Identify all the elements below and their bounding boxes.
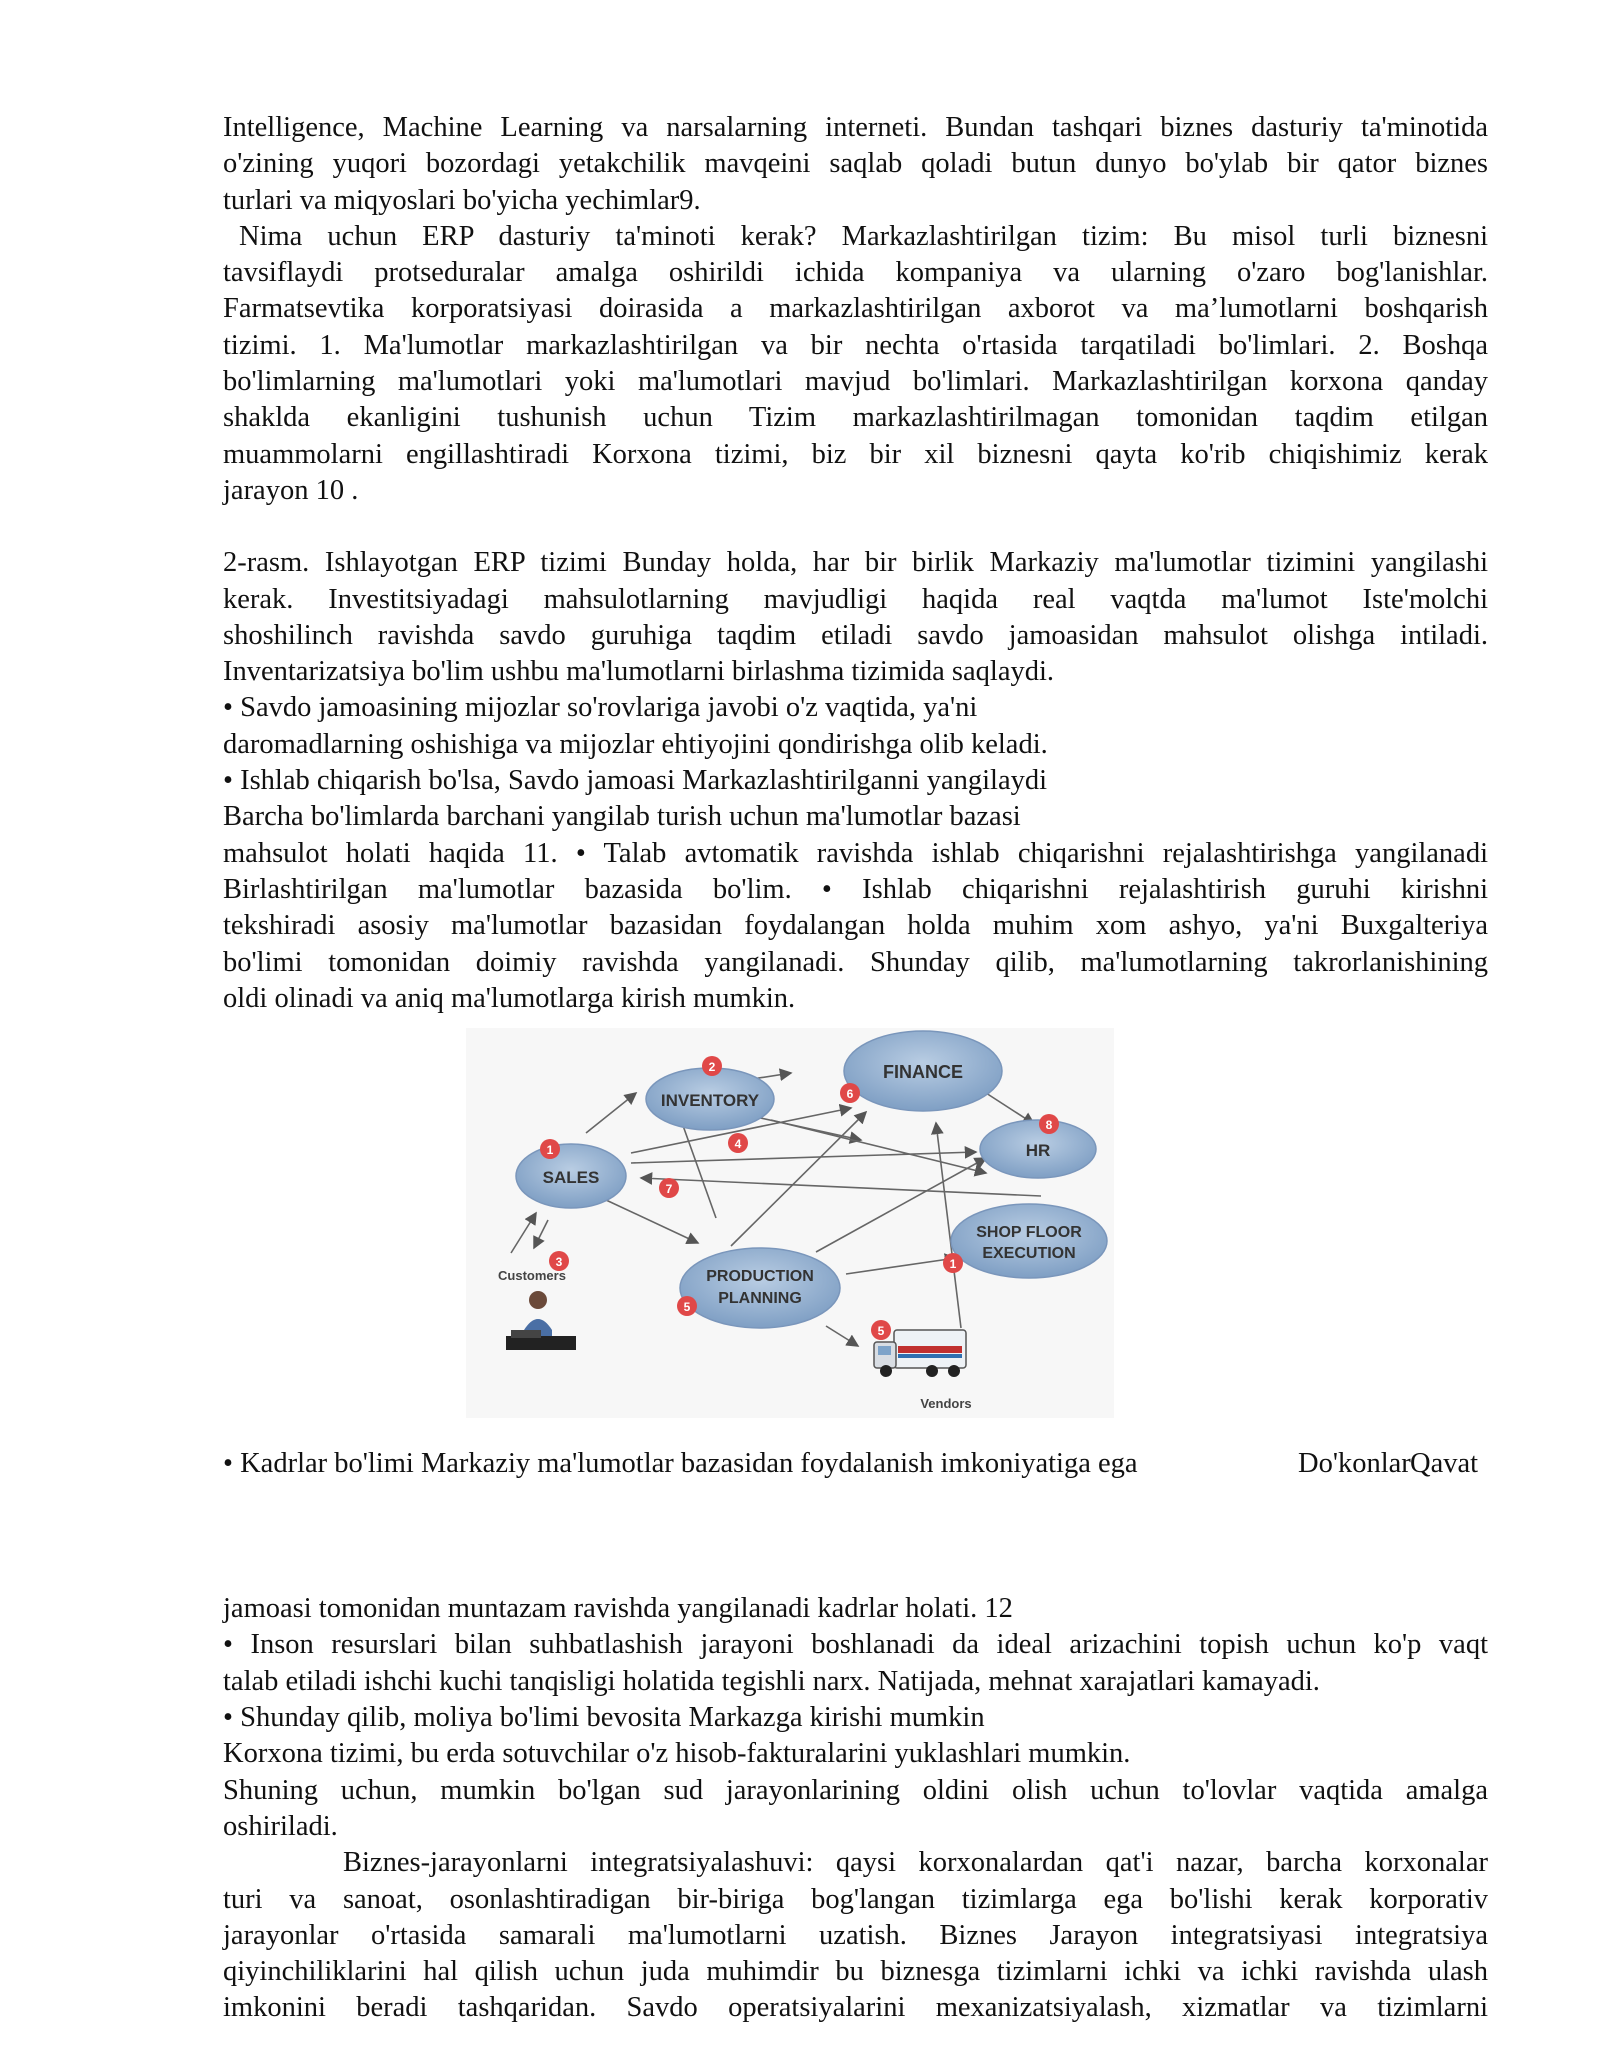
paragraph-production	[223, 836, 1488, 1017]
paragraph-gap	[223, 509, 1488, 545]
marker-number: 2	[708, 1060, 716, 1074]
node-hr	[980, 1120, 1096, 1178]
text-line: • Kadrlar bo'limi Markaziy ma'lumotlar bazasidan foydalanish imkoniyatiga ega	[223, 1448, 1138, 1479]
text-line: imkonini beradi tashqaridan. Savdo operatsiyalarini mexanizatsiyalash, xizmatlar va tizimlarni	[223, 1992, 1488, 2024]
marker-number: 3	[555, 1255, 563, 1269]
node-label: PRODUCTION	[706, 1268, 814, 1285]
marker-number: 4	[734, 1137, 742, 1151]
marker	[677, 1296, 697, 1316]
side-text-a: Do'konlar	[1298, 1448, 1411, 1479]
node-label: EXECUTION	[982, 1245, 1076, 1262]
text-line: mahsulot holati haqida 11. • Talab avtomatik ravishda ishlab chiqarishni rejalashtirishga yangilanadi	[223, 837, 1488, 869]
node-label: SHOP FLOOR	[976, 1224, 1082, 1241]
node-label: HR	[1025, 1141, 1051, 1160]
text-line: kerak. Investitsiyadagi mahsulotlarning mavjudligi haqida real vaqtda ma'lumot Iste'molchi	[223, 583, 1488, 615]
node-shop-floor-execution	[951, 1204, 1107, 1278]
document-body-top	[223, 110, 1488, 1017]
side-overlap-text	[1298, 1446, 1488, 1591]
bullet-finance	[223, 1700, 1488, 1773]
text-line: • Shunday qilib, moliya bo'limi bevosita Markazga kirishi mumkin	[223, 1702, 985, 1734]
text-line: tekshiradi asosiy ma'lumotlar bazasidan foydalangan holda muhim xom ashyo, ya'ni Buxgalteriya	[223, 910, 1488, 942]
paragraph-figure-caption	[223, 545, 1488, 690]
text-line: oldi olinadi va aniq ma'lumotlarga kirish mumkin.	[223, 982, 796, 1014]
paragraph-erp-need	[223, 219, 1488, 509]
text-line: daromadlarning oshishiga va mijozlar ehtiyojini qondirishga olib keladi.	[223, 728, 1048, 760]
text-line: jarayonlar o'rtasida samarali ma'lumotlarni uzatish. Biznes Jarayon integratsiyasi integratsiya	[223, 1919, 1488, 1951]
node-production-planning	[680, 1248, 840, 1328]
marker	[540, 1139, 560, 1159]
text-line: Shuning uchun, mumkin bo'lgan sud jarayonlarining oldini olish uchun to'lovlar vaqtida amalga	[223, 1774, 1488, 1806]
marker-number: 1	[546, 1143, 554, 1157]
text-line: muammolarni engillashtiradi Korxona tizimi, biz bir xil biznesni qayta ko'rib chiqishimiz kerak	[223, 438, 1488, 470]
marker-number: 5	[683, 1300, 691, 1314]
text-line: jamoasi tomonidan muntazam ravishda yangilanadi kadrlar holati. 12	[223, 1593, 1013, 1625]
text-line: o'zining yuqori bozordagi yetakchilik mavqeini saqlab qoladi butun dunyo bo'ylab bir qator biznes	[223, 148, 1488, 180]
node-label: PLANNING	[718, 1290, 802, 1307]
text-line: • Savdo jamoasining mijozlar so'rovlariga javobi o'z vaqtida, ya'ni	[223, 692, 978, 724]
text-line: Nima uchun ERP dasturiy ta'minoti kerak? Markazlashtirilgan tizim: Bu misol turli biznesni	[239, 220, 1488, 252]
text-line: Inventarizatsiya bo'lim ushbu ma'lumotlarni birlashma tizimida saqlaydi.	[223, 656, 1055, 688]
bullet-list-sales	[223, 690, 1488, 835]
marker	[728, 1133, 748, 1153]
text-line: tavsiflaydi protseduralar amalga oshirildi ichida kompaniya va ularning o'zaro bog'lanishlar.	[223, 257, 1488, 289]
text-line: tizimi. 1. Ma'lumotlar markazlashtirilgan va bir nechta o'rtasida tarqatiladi bo'limlari. 2. Boshqa	[223, 329, 1488, 361]
text-line: Intelligence, Machine Learning va narsalarning interneti. Bundan tashqari biznes dasturiy ta'minotida	[223, 112, 1488, 143]
marker	[1039, 1114, 1059, 1134]
text-line: Farmatsevtika korporatsiyasi doirasida a markazlashtirilgan axborot va ma’lumotlarni boshqarish	[223, 293, 1488, 325]
marker	[840, 1083, 860, 1103]
paragraph-intro	[223, 110, 1488, 219]
node-label: FINANCE	[883, 1062, 963, 1082]
marker	[871, 1320, 891, 1340]
text-line: Biznes-jarayonlarni integratsiyalashuvi: qaysi korxonalardan qat'i nazar, barcha korxonalar	[343, 1847, 1488, 1879]
node-finance	[844, 1031, 1002, 1111]
erp-diagram-figure	[466, 1028, 1114, 1418]
marker-number: 7	[665, 1182, 673, 1196]
text-line: • Ishlab chiqarish bo'lsa, Savdo jamoasi Markazlashtirilganni yangilaydi	[223, 765, 1048, 797]
text-line: Barcha bo'limlarda barchani yangilab turish uchun ma'lumotlar bazasi	[223, 801, 1021, 833]
customers-label: Customers	[498, 1268, 566, 1283]
text-line: shoshilinch ravishda savdo guruhiga taqdim etiladi savdo jamoasidan mahsulot olishga intiladi.	[223, 619, 1488, 651]
text-line-with-side	[223, 1446, 1488, 1591]
vendors-label: Vendors	[920, 1396, 972, 1411]
marker-number: 8	[1045, 1118, 1053, 1132]
text-line: bo'limi tomonidan doimiy ravishda yangilanadi. Shunday qilib, ma'lumotlarning takrorlanishining	[223, 946, 1488, 978]
text-line: oshiriladi.	[223, 1810, 338, 1842]
node-label: SALES	[542, 1168, 600, 1187]
node-label: INVENTORY	[660, 1091, 760, 1110]
marker-number: 1	[949, 1257, 957, 1271]
text-line: bo'limlarning ma'lumotlari yoki ma'lumotlari mavjud bo'limlari. Markazlashtirilgan korxona qanday	[223, 366, 1488, 398]
node-sales	[516, 1144, 626, 1208]
erp-diagram	[466, 1028, 1114, 1418]
text-line: Korxona tizimi, bu erda sotuvchilar o'z hisob-fakturalarini yuklashlari mumkin.	[223, 1738, 1131, 1770]
node-ellipse	[680, 1248, 840, 1328]
text-line: 2-rasm. Ishlayotgan ERP tizimi Bunday holda, har bir birlik Markaziy ma'lumotlar tizimini yangilashi	[223, 547, 1488, 579]
text-line: • Inson resurslari bilan suhbatlashish jarayoni boshlanadi da ideal arizachini topish uchun ko'p vaqt	[223, 1629, 1488, 1661]
text-line: talab etiladi ishchi kuchi tanqisligi holatida tegishli narx. Natijada, mehnat xarajatlari kamayadi.	[223, 1665, 1320, 1697]
node-ellipse	[951, 1204, 1107, 1278]
marker	[659, 1178, 679, 1198]
text-line: shaklda ekanligini tushunish uchun Tizim markazlashtirilmagan tomonidan taqdim etilgan	[223, 402, 1488, 434]
document-body-bottom	[223, 1446, 1488, 2027]
text-line: Birlashtirilgan ma'lumotlar bazasida bo'lim. • Ishlab chiqarishni rejalashtirish guruhi kirishni	[223, 873, 1488, 905]
marker-number: 5	[877, 1324, 885, 1338]
text-line: turlari va miqyoslari bo'yicha yechimlar9.	[223, 184, 701, 216]
paragraph-payments	[223, 1773, 1488, 1846]
text-line: jarayon 10 .	[223, 474, 359, 506]
bullet-interviews	[223, 1627, 1488, 1700]
paragraph-integration	[223, 1845, 1488, 2026]
marker-number: 6	[846, 1087, 854, 1101]
text-line: turi va sanoat, osonlashtiradigan bir-biriga bog'langan tizimlarga ega bo'lishi kerak korporativ	[223, 1883, 1488, 1915]
marker	[702, 1056, 722, 1076]
bullet-hr	[223, 1446, 1488, 1627]
side-text-b: Qavat	[1410, 1448, 1479, 1479]
marker	[943, 1253, 963, 1273]
node-inventory	[646, 1068, 774, 1130]
text-line: qiyinchiliklarini hal qilish uchun juda muhimdir bu biznesga tizimlarni ichki va ichki ravishda ulash	[223, 1956, 1488, 1988]
